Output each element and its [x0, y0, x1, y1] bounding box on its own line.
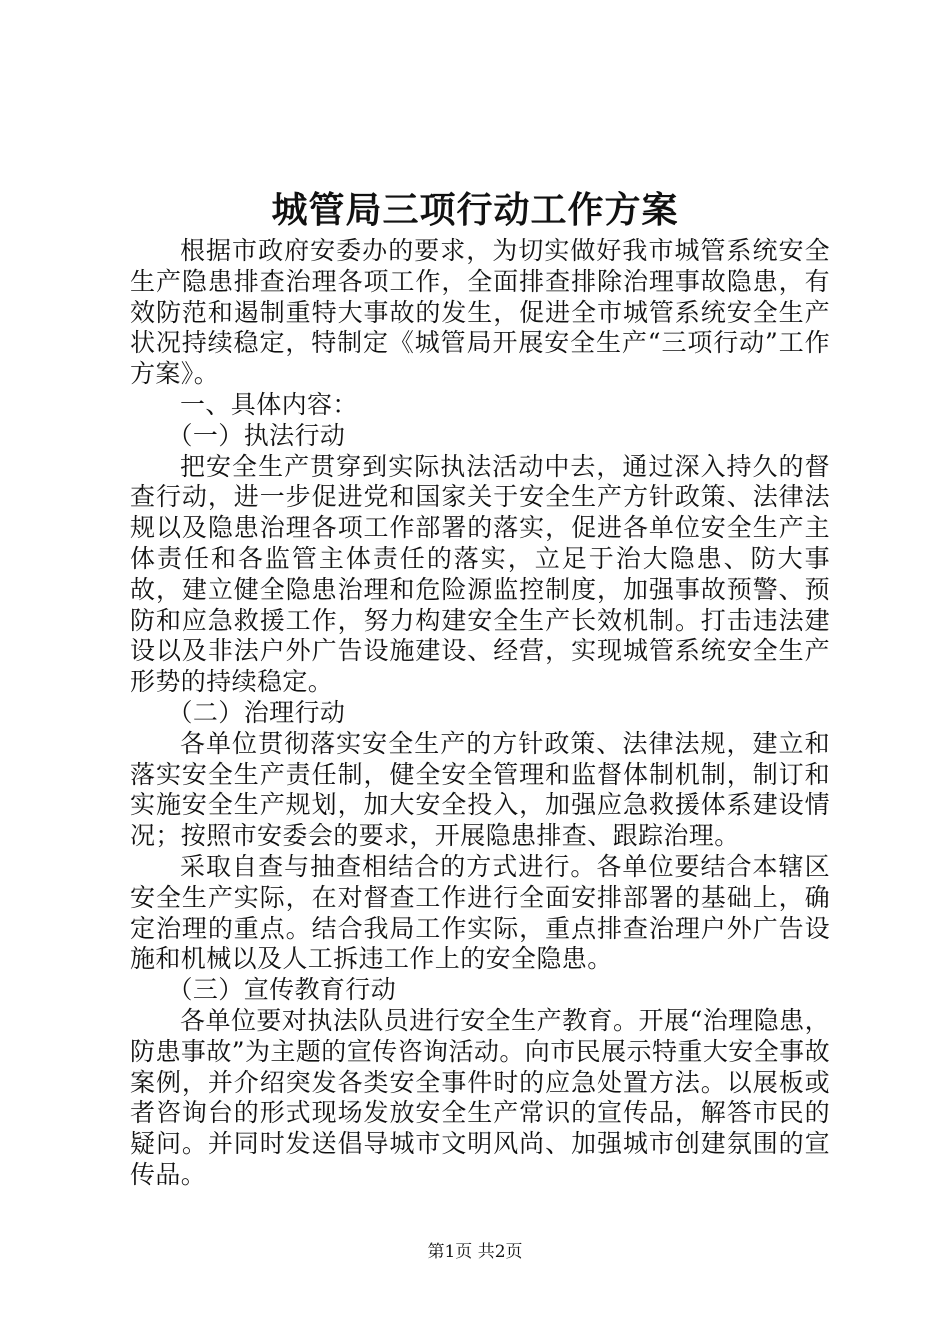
- document-title: 城管局三项行动工作方案: [271, 189, 679, 231]
- page-footer: 第1页 共2页: [427, 1242, 523, 1262]
- governance-paragraph-2: 采取自查与抽查相结合的方式进行。各单位要结合本辖区安全生产实际，在对督查工作进行全面安排部署的基础上，确定治理的重点。结合我局工作实际，重点排查治理户外广告设施和机械以及人工拆违工作上的安全隐患。: [130, 851, 830, 974]
- subsection-heading-enforcement: （一）执法行动: [167, 420, 346, 450]
- intro-paragraph: 根据市政府安委办的要求，为切实做好我市城管系统安全生产隐患排查治理各项工作，全面排查排除治理事故隐患，有效防范和遏制重特大事故的发生，促进全市城管系统安全生产状况持续稳定，特制定《城管局开展安全生产“三项行动”工作方案》。: [130, 236, 830, 389]
- document-body: [130, 236, 830, 1191]
- education-paragraph: 各单位要对执法队员进行安全生产教育。开展“治理隐患，防患事故”为主题的宣传咨询活动。向市民展示特重大安全事故案例，并介绍突发各类安全事件时的应急处置方法。以展板或者咨询台的形式现场发放安全生产常识的宣传品，解答市民的疑问。并同时发送倡导城市文明风尚、加强城市创建氛围的宣传品。: [130, 1005, 830, 1189]
- enforcement-paragraph: 把安全生产贯穿到实际执法活动中去，通过深入持久的督查行动，进一步促进党和国家关于安全生产方针政策、法律法规以及隐患治理各项工作部署的落实，促进各单位安全生产主体责任和各监管主体责任的落实，立足于治大隐患、防大事故，建立健全隐患治理和危险源监控制度，加强事故预警、预防和应急救援工作，努力构建安全生产长效机制。打击违法建设以及非法户外广告设施建设、经营，实现城管系统安全生产形势的持续稳定。: [130, 451, 830, 697]
- section-heading-content: 一、具体内容：: [180, 389, 358, 419]
- subsection-heading-education: （三）宣传教育行动: [167, 975, 397, 1005]
- subsection-heading-governance: （二）治理行动: [167, 697, 346, 727]
- governance-paragraph-1: 各单位贯彻落实安全生产的方针政策、法律法规，建立和落实安全生产责任制，健全安全管理和监督体制机制，制订和实施安全生产规划，加大安全投入，加强应急救援体系建设情况；按照市安委会的要求，开展隐患排查、跟踪治理。: [130, 728, 830, 851]
